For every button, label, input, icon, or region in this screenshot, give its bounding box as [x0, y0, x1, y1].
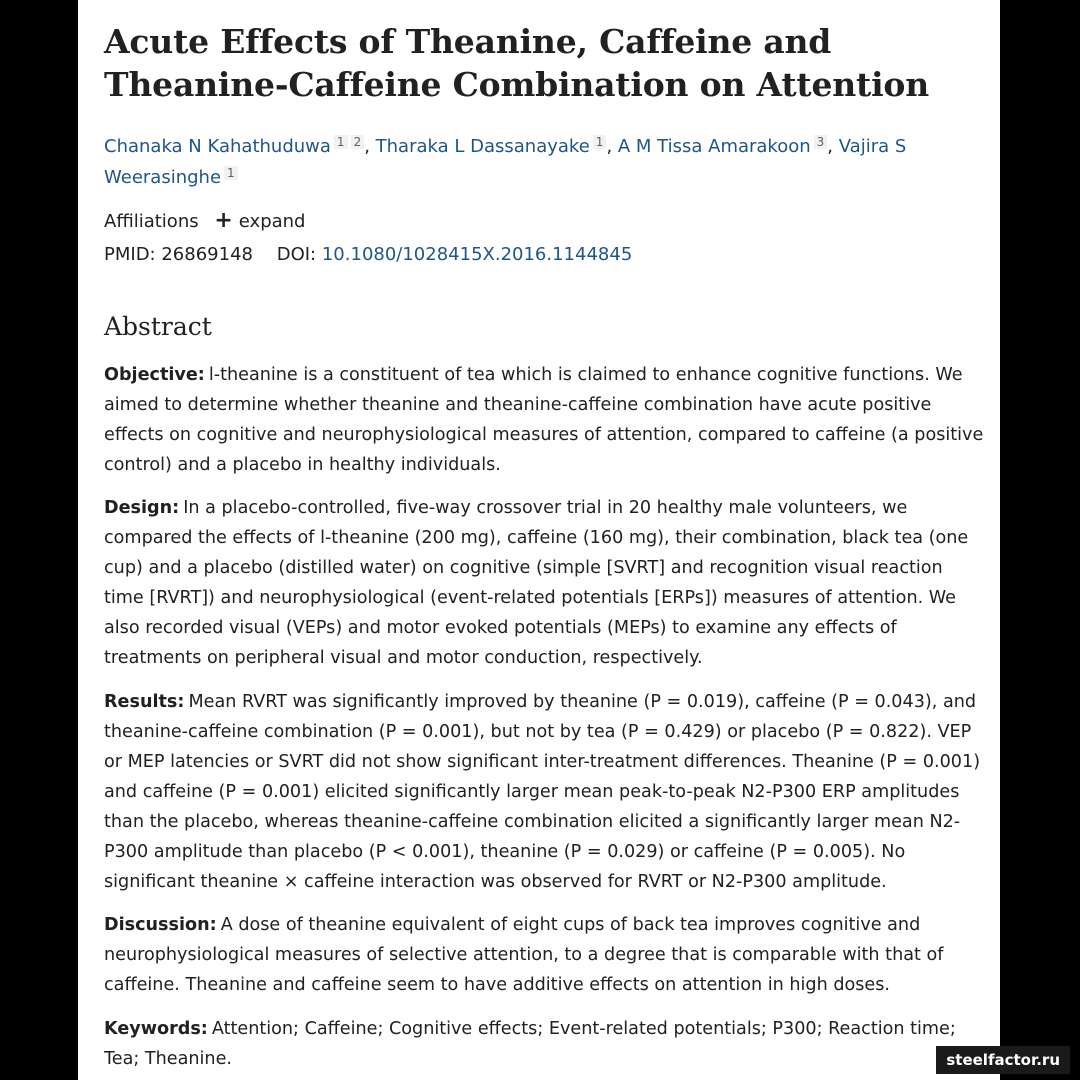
design-text: In a placebo-controlled, five-way crossover trial in 20 healthy male volunteers, we compared the effects of l-theanine (200 mg), caffeine (160 mg), their combination, black tea (one cup) and a placebo (distilled water) on cognitive (simple [SVRT] and recognition visual reaction time [RVRT]) and neurophysiological (event-related potentials [ERPs]) measures of attention. We also recorded visual (VEPs) and motor evoked potentials (MEPs) to examine any effects of treatments on peripheral visual and motor conduction, respectively.: [104, 498, 969, 668]
keywords-label: Keywords:: [104, 1019, 208, 1039]
author-link[interactable]: A M Tissa Amarakoon: [617, 136, 811, 157]
author-link[interactable]: Vajira S Weerasinghe: [104, 136, 907, 188]
keywords-text: Attention; Caffeine; Cognitive effects; Event-related potentials; P300; Reaction time; Tea; Theanine.: [104, 1019, 956, 1069]
discussion-text: A dose of theanine equivalent of eight cups of back tea improves cognitive and neurophysiological measures of selective attention, to a degree that is comparable with that of caffeine. Theanine and caffeine seem to have additive effects on attention in high doses.: [104, 915, 944, 995]
identifiers-row: [104, 241, 632, 269]
abstract-objective: [104, 360, 988, 480]
affiliation-ref[interactable]: 1: [224, 166, 238, 180]
objective-text: l-theanine is a constituent of tea which is claimed to enhance cognitive functions. We aimed to determine whether theanine and theanine-caffeine combination have acute positive effects on cognitive and neurophysiological measures of attention, compared to caffeine (a positive control) and a placebo in healthy individuals.: [104, 365, 984, 475]
doi-label: DOI:: [276, 244, 317, 265]
watermark: steelfactor.ru: [936, 1046, 1070, 1074]
expand-affiliations-button[interactable]: [214, 208, 306, 233]
pmid-value: 26869148: [161, 244, 253, 265]
affiliation-ref[interactable]: 3: [814, 135, 828, 149]
results-label: Results:: [104, 692, 185, 712]
discussion-label: Discussion:: [104, 915, 217, 935]
expand-label: expand: [238, 211, 306, 232]
author-link[interactable]: Chanaka N Kahathuduwa: [104, 136, 331, 157]
affiliations-row: [104, 207, 305, 236]
author-list: Chanaka N Kahathuduwa $^1$ $^2$ , Tharaka L Dassanayake $^1$ , A M Tissa Amarakoon $^3$ , Vajira S Weerasinghe $^1$: [104, 135, 907, 188]
doi-link[interactable]: 10.1080/1028415X.2016.1144845: [321, 244, 633, 265]
abstract-design: [104, 493, 988, 673]
abstract-keywords: [104, 1014, 988, 1074]
affiliations-label: Affiliations: [104, 211, 199, 232]
affiliation-ref[interactable]: 2: [351, 135, 365, 149]
plus-icon: +: [214, 208, 233, 233]
abstract-heading: Abstract: [104, 312, 212, 341]
author-link[interactable]: Tharaka L Dassanayake: [375, 136, 590, 157]
abstract-results: [104, 687, 988, 897]
objective-label: Objective:: [104, 365, 205, 385]
pmid-label: PMID:: [104, 244, 156, 265]
abstract-discussion: [104, 910, 988, 1000]
article-title: Acute Effects of Theanine, Caffeine and Theanine-Caffeine Combination on Attention: [104, 22, 930, 104]
results-text: Mean RVRT was significantly improved by theanine (P = 0.019), caffeine (P = 0.043), and theanine-caffeine combination (P = 0.001), but not by tea (P = 0.429) or placebo (P = 0.822). VEP or MEP latencies or SVRT did not show significant inter-treatment differences. Theanine (P = 0.001) and caffeine (P = 0.001) elicited significantly larger mean peak-to-peak N2-P300 ERP amplitudes than the placebo, whereas theanine-caffeine combination elicited a significantly larger mean N2-P300 amplitude than placebo (P < 0.001), theanine (P = 0.029) or caffeine (P = 0.005). No significant theanine × caffeine interaction was observed for RVRT or N2-P300 amplitude.: [104, 692, 981, 892]
design-label: Design:: [104, 498, 180, 518]
article-page: [78, 0, 1000, 1080]
affiliation-ref[interactable]: 1: [593, 135, 607, 149]
affiliation-ref[interactable]: 1: [334, 135, 348, 149]
